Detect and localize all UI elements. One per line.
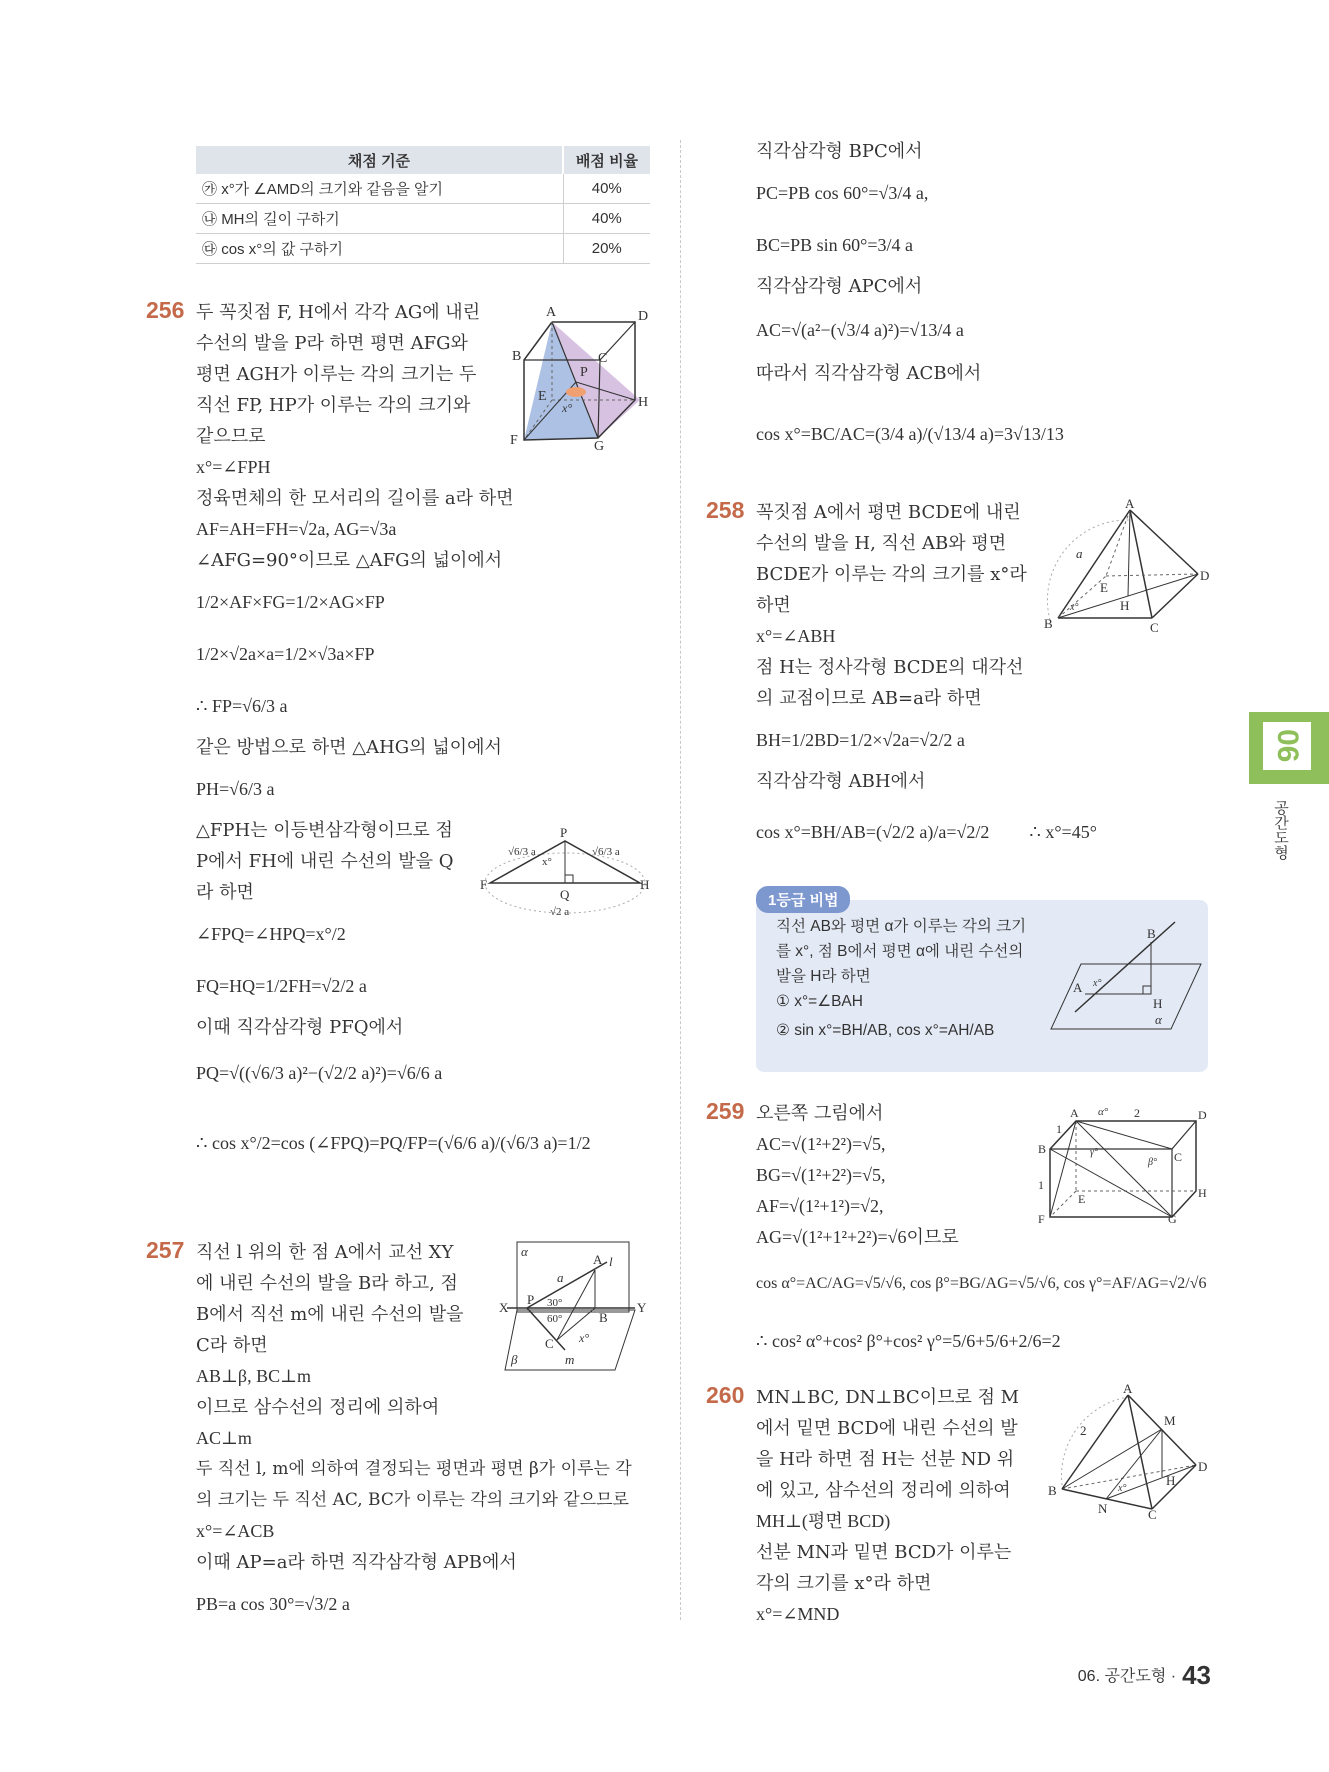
text-line: 따라서 직각삼각형 ACB에서 (756, 363, 982, 384)
plane-label: β (511, 1352, 518, 1367)
text-line: C라 하면 (196, 1335, 268, 1356)
equation: BG=√(1²+2²)=√5, (756, 1165, 886, 1185)
table-row (196, 204, 650, 234)
equation: AF=√(1²+1²)=√2, (756, 1196, 884, 1216)
vertex-label: F (510, 433, 518, 448)
text-line: 직선 AB와 평면 α가 이루는 각의 크기 (776, 918, 1027, 935)
text-line: 하면 (756, 595, 791, 616)
header-criterion: 채점 기준 (196, 146, 563, 174)
equation: cos x°=BH/AB=(√2/2 a)/a=√2/2 (756, 822, 990, 842)
vertex-label: D (1198, 1108, 1207, 1122)
vertex-label: C (1148, 1507, 1157, 1522)
row-marker: ㉯ (202, 211, 218, 228)
row-marker: ㉰ (202, 241, 218, 258)
vertex-label: B (512, 349, 522, 364)
text-line: P에서 FH에 내린 수선의 발을 Q (196, 851, 454, 872)
text-line: 같은 방법으로 하면 △AHG의 넓이에서 (196, 737, 502, 758)
edge-label: 1 (1056, 1122, 1062, 1136)
equation: x°=∠ABH (756, 626, 836, 646)
plane-label: α (1155, 1012, 1162, 1027)
problem-number-260: 260 (706, 1382, 745, 1408)
point-label: Y (637, 1300, 647, 1315)
angle-mark (566, 387, 586, 397)
text-line: B에서 직선 m에 내린 수선의 발을 (196, 1304, 464, 1325)
problem-number-257: 257 (146, 1237, 185, 1263)
vertex-label: H (640, 877, 650, 892)
angle-label: x° (542, 856, 552, 868)
row-ratio: 20% (563, 234, 650, 264)
vertex-label: Q (560, 887, 570, 902)
text-line: 같으므로 (196, 426, 266, 447)
row-criterion: cos x°의 값 구하기 (221, 241, 343, 258)
row-ratio: 40% (563, 174, 650, 204)
angle-label: 30° (547, 1297, 563, 1309)
point-label: X (499, 1300, 509, 1315)
problem-number-259: 259 (706, 1098, 745, 1124)
tip-box (756, 892, 1208, 1072)
text-line: ② sin x°=BH/AB, cos x°=AH/AB (776, 1022, 995, 1039)
edge-label: 2 (1080, 1423, 1087, 1438)
text-line: ① x°=∠BAH (776, 993, 863, 1010)
vertex-label: A (1125, 496, 1135, 511)
triangle-figure-256 (480, 825, 650, 918)
row-criterion: x°가 ∠AMD의 크기와 같음을 알기 (221, 181, 444, 198)
text-line: 오른쪽 그림에서 (756, 1103, 884, 1124)
problem-number-256: 256 (146, 297, 185, 323)
equation: x°=∠ACB (196, 1521, 275, 1541)
problem-257-continued (756, 136, 1211, 479)
side-label: a (1076, 546, 1083, 561)
vertex-label: D (638, 309, 649, 324)
text-line: 의 교점이므로 AB=a라 하면 (756, 688, 982, 709)
vertex-label: P (527, 1292, 535, 1307)
equation: ∴ FP=√6/3 a (196, 696, 288, 716)
equation: 1/2×√2a×a=1/2×√3a×FP (196, 644, 375, 664)
text-line: 두 꼭짓점 F, H에서 각각 AG에 내린 (196, 302, 481, 323)
vertex-label: P (580, 365, 588, 380)
text-line: 평면 AGH가 이루는 각의 크기는 두 (196, 364, 477, 385)
row-marker: ㉮ (202, 181, 218, 198)
vertex-label: G (594, 439, 605, 454)
side-label: √6/3 a (592, 846, 620, 858)
equation: AC=√(a²−(√3/4 a)²)=√13/4 a (756, 320, 964, 340)
vertex-label: H (638, 395, 649, 410)
equation: x°=∠FPH (196, 457, 271, 477)
line-label: m (565, 1352, 575, 1367)
equation: ∴ cos x°/2=cos (∠FPQ)=PQ/FP=(√6/6 a)/(√6/3 a)=1/2 (196, 1133, 591, 1153)
tip-body (776, 914, 1026, 1043)
vertex-label: C (1150, 620, 1159, 635)
vertex-label: H (1120, 598, 1130, 613)
column-divider (680, 140, 681, 1620)
text-line: 선분 MN과 밑면 BCD가 이루는 (756, 1542, 1012, 1563)
score-table (196, 146, 650, 264)
equation: ∴ cos² α°+cos² β°+cos² γ°=5/6+5/6+2/6=2 (756, 1331, 1061, 1351)
vertex-label: C (545, 1336, 554, 1351)
score-table-header (196, 146, 650, 174)
text-line: 꼭짓점 A에서 평면 BCDE에 내린 (756, 502, 1021, 523)
plane-alpha (1051, 964, 1201, 1029)
equation: PC=PB cos 60°=√3/4 a, (756, 183, 929, 203)
planes-figure-257 (495, 1240, 645, 1375)
text-line: 수선의 발을 P라 하면 평면 AFG와 (196, 333, 468, 354)
equation: AB⊥β, BC⊥m (196, 1366, 312, 1386)
equation: AG=√(1²+1²+2²)=√6이므로 (756, 1227, 959, 1247)
equation: BH=1/2BD=1/2×√2a=√2/2 a (756, 730, 965, 750)
angle-label: α° (1098, 1106, 1109, 1118)
table-row (196, 174, 650, 204)
text-line: 두 직선 l, m에 의하여 결정되는 평면과 평면 β가 이루는 각 (196, 1459, 632, 1479)
text-line: 수선의 발을 H, 직선 AB와 평면 (756, 533, 1007, 554)
row-criterion: MH의 길이 구하기 (221, 211, 340, 228)
vertex-label: E (538, 389, 547, 404)
angle-label: x° (1070, 602, 1079, 613)
side-label: a (557, 1270, 564, 1285)
vertex-label: E (1078, 1192, 1086, 1206)
equation: PB=a cos 30°=√3/2 a (196, 1594, 350, 1614)
vertex-label: D (1198, 1459, 1208, 1474)
vertex-label: A (1070, 1106, 1079, 1120)
text-line: 라 하면 (196, 882, 254, 903)
vertex-label: H (1198, 1186, 1207, 1200)
vertex-label: H (1166, 1473, 1176, 1488)
vertex-label: B (1044, 616, 1053, 631)
pyramid-figure-258 (1040, 496, 1215, 635)
vertex-label: C (598, 351, 608, 366)
equation: 1/2×AF×FG=1/2×AG×FP (196, 592, 385, 612)
table-row (196, 234, 650, 264)
chapter-number: 06 (1263, 722, 1311, 770)
vertex-label: N (1098, 1501, 1108, 1516)
text-line: 를 x°, 점 B에서 평면 α에 내린 수선의 (776, 943, 1024, 960)
vertex-label: H (1153, 996, 1163, 1011)
vertex-label: B (1147, 926, 1156, 941)
equation: PQ=√((√6/3 a)²−(√2/2 a)²)=√6/6 a (196, 1063, 443, 1083)
text-line: 정육면체의 한 모서리의 길이를 a라 하면 (196, 488, 514, 509)
edge-label: 1 (1038, 1178, 1044, 1192)
vertex-label: B (1038, 1142, 1047, 1156)
vertex-label: P (560, 825, 568, 840)
line-label: l (609, 1254, 613, 1269)
equation: PH=√6/3 a (196, 779, 275, 799)
plane-figure-tip (1051, 914, 1201, 1034)
text-line: 직선 FP, HP가 이루는 각의 크기와 (196, 395, 471, 416)
text-line: 직각삼각형 ABH에서 (756, 771, 926, 792)
angle-label: γ° (1090, 1147, 1098, 1158)
vertex-label: M (1164, 1413, 1176, 1428)
text-line: 에 있고, 삼수선의 정리에 의하여 (756, 1480, 1011, 1501)
text-line: 각의 크기를 x°라 하면 (756, 1573, 932, 1594)
text-line: 을 H라 하면 점 H는 선분 ND 위 (756, 1449, 1015, 1470)
text-line: △FPH는 이등변삼각형이므로 점 (196, 820, 453, 841)
text-line: 이므로 삼수선의 정리에 의하여 (196, 1397, 440, 1418)
text-line: 발을 H라 하면 (776, 968, 871, 985)
cube-figure-256 (490, 300, 650, 454)
angle-label: x° (1093, 978, 1102, 989)
page-number: 43 (1182, 1660, 1211, 1690)
text-line: 에 내린 수선의 발을 B라 하고, 점 (196, 1273, 458, 1294)
equation: FQ=HQ=1/2FH=√2/2 a (196, 976, 367, 996)
equation: MH⊥(평면 BCD) (756, 1511, 891, 1531)
text-line: 직각삼각형 APC에서 (756, 276, 923, 297)
equation: AC⊥m (196, 1428, 252, 1448)
text-line: 에서 밑면 BCD에 내린 수선의 발 (756, 1418, 1018, 1439)
vertex-label: A (593, 1252, 603, 1267)
vertex-label: G (1168, 1212, 1177, 1226)
page-footer (1078, 1660, 1211, 1691)
text-line: ∠AFG=90°이므로 △AFG의 넓이에서 (196, 550, 503, 571)
vertex-label: B (1048, 1483, 1057, 1498)
vertex-label: A (1073, 980, 1083, 995)
vertex-label: C (1174, 1150, 1183, 1164)
cuboid-figure-259 (1038, 1105, 1213, 1225)
vertex-label: E (1100, 580, 1108, 595)
edge-label: 2 (1134, 1106, 1140, 1120)
vertex-label: D (1200, 568, 1210, 583)
vertex-label: A (546, 305, 557, 320)
text-line: 직선 l 위의 한 점 A에서 교선 XY (196, 1242, 454, 1263)
side-label: √2 a (550, 906, 570, 918)
footer-label: 06. 공간도형 · (1077, 1668, 1177, 1685)
tetrahedron-figure-260 (1048, 1381, 1213, 1522)
angle-label: x° (1118, 1483, 1127, 1494)
equation: AF=AH=FH=√2a, AG=√3a (196, 519, 397, 539)
chapter-tab (1249, 712, 1329, 784)
plane-label: α (521, 1244, 528, 1259)
angle-label: 60° (547, 1313, 563, 1325)
text-line: 이때 직각삼각형 PFQ에서 (196, 1017, 404, 1038)
equation: cos x°=BC/AC=(3/4 a)/(√13/4 a)=3√13/13 (756, 424, 1064, 444)
vertex-label: F (1038, 1212, 1045, 1226)
text-line: BCDE가 이루는 각의 크기를 x°라 (756, 564, 1027, 585)
equation: ∴ x°=45° (1029, 822, 1097, 842)
angle-label: x° (562, 401, 573, 415)
vertex-label: A (1123, 1381, 1133, 1396)
tip-tag: 1등급 비법 (756, 886, 850, 913)
equation: x°=∠MND (756, 1604, 840, 1624)
text-line: 직각삼각형 BPC에서 (756, 141, 923, 162)
text-line: 의 크기는 두 직선 AC, BC가 이루는 각의 크기와 같으므로 (196, 1490, 629, 1510)
vertex-label: B (599, 1310, 608, 1325)
row-ratio: 40% (563, 204, 650, 234)
side-label: √6/3 a (508, 846, 536, 858)
text-line: 점 H는 정사각형 BCDE의 대각선 (756, 657, 1024, 678)
vertex-label: F (480, 877, 488, 892)
text-line: 이때 AP=a라 하면 직각삼각형 APB에서 (196, 1552, 517, 1573)
angle-label: β° (1148, 1157, 1157, 1168)
header-ratio: 배점 비율 (563, 146, 650, 174)
equation: ∠FPQ=∠HPQ=x°/2 (196, 924, 346, 944)
text-line: MN⊥BC, DN⊥BC이므로 점 M (756, 1387, 1020, 1408)
equation: AC=√(1²+2²)=√5, (756, 1134, 886, 1154)
problem-number-258: 258 (706, 497, 745, 523)
angle-label: x° (579, 1331, 590, 1345)
chapter-title: 공간도형 (1272, 800, 1289, 860)
equation: BC=PB sin 60°=3/4 a (756, 235, 914, 255)
equation: cos α°=AC/AG=√5/√6, cos β°=BG/AG=√5/√6, cos γ°=AF/AG=√2/√6 (756, 1275, 1207, 1292)
